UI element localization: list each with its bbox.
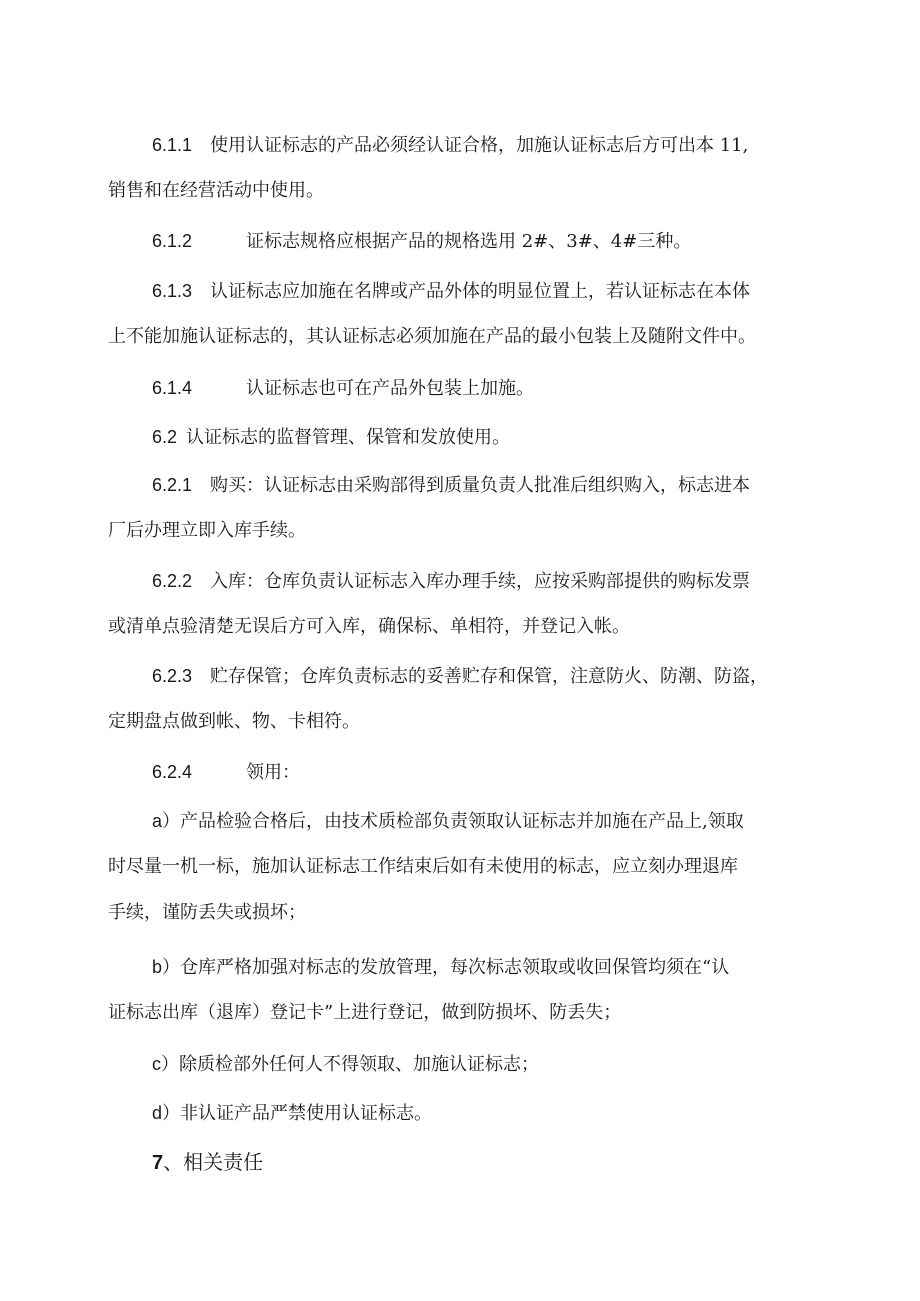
paragraph-text: 手续，谨防丢失或损坏； [108,902,306,923]
paragraph-6-1-2 [108,218,820,264]
paragraph-text: 产品检验合格后，由技术质检部负责领取认证标志并加施在产品上,领取 [180,811,744,832]
paragraph-text: 领用： [246,762,300,783]
paragraph-6-2 [108,414,820,460]
paragraph-6-1-3 [108,268,820,360]
paragraph-text: 上不能加施认证标志的，其认证标志必须加施在产品的最小包装上及随附文件中。 [108,326,756,347]
clause-number: 6.1.1 [152,135,193,155]
paragraph-6-2-2 [108,558,820,650]
list-label: d） [152,1103,181,1123]
paragraph-text: 认证标志的监督管理、保管和发放使用。 [186,427,510,448]
paragraph-text: 证标志出库（退库）登记卡”上进行登记，做到防损坏、防丢失； [108,1002,622,1023]
paragraph-text: 仓库严格加强对标志的发放管理，每次标志领取或收回保管均须在“认 [180,957,730,978]
paragraph-text: 非认证产品严禁使用认证标志。 [180,1103,433,1124]
paragraph-text: 除质检部外任何人不得领取、加施认证标志； [179,1054,539,1075]
clause-number: 6.2.2 [152,571,193,591]
paragraph-text: 认证标志应加施在名牌或产品外体的明显位置上，若认证标志在本体 [210,281,750,302]
paragraph-text: 认证标志也可在产品外包装上加施。 [246,378,534,399]
paragraph-6-2-3 [108,653,820,745]
paragraph-6-1-4 [108,365,820,411]
clause-number: 6.1.2 [152,231,193,251]
paragraph-text: 使用认证标志的产品必须经认证合格，加施认证标志后方可出本 11, [210,135,749,156]
paragraph-6-2-4 [108,749,820,795]
section-title: 、相关责任 [163,1150,264,1174]
list-item-c [108,1041,820,1087]
list-label: c） [152,1054,179,1074]
paragraph-text: 时尽量一机一标，施加认证标志工作结束后如有未使用的标志，应立刻办理退库 [108,856,738,877]
paragraph-text: 定期盘点做到帐、物、卡相符。 [108,711,360,732]
clause-number: 6.2 [152,427,178,447]
clause-number: 6.2.4 [152,762,193,782]
paragraph-6-2-1 [108,462,820,554]
paragraph-text: 贮存保管；仓库负责标志的妥善贮存和保管，注意防火、防潮、防盗， [210,666,768,687]
list-label: a） [152,811,181,831]
paragraph-text: 厂后办理立即入库手续。 [108,520,306,541]
section-heading-7 [108,1139,820,1185]
clause-number: 6.1.3 [152,281,193,301]
clause-number: 6.2.1 [152,475,193,495]
paragraph-text: 入库：仓库负责认证标志入库办理手续，应按采购部提供的购标发票 [210,571,750,592]
list-item-d [108,1090,820,1136]
paragraph-text: 购买：认证标志由采购部得到质量负责人批准后组织购入，标志进本 [210,475,750,496]
paragraph-text: 销售和在经营活动中使用。 [108,180,324,201]
list-item-a [108,798,820,936]
list-label: b） [152,957,181,977]
section-number: 7 [152,1152,164,1174]
list-item-b [108,944,820,1036]
clause-number: 6.1.4 [152,378,193,398]
paragraph-6-1-1 [108,122,820,214]
paragraph-text: 证标志规格应根据产品的规格选用 2#、3#、4#三种。 [246,231,692,252]
paragraph-text: 或清单点验清楚无误后方可入库，确保标、单相符，并登记入帐。 [108,616,630,637]
clause-number: 6.2.3 [152,666,193,686]
